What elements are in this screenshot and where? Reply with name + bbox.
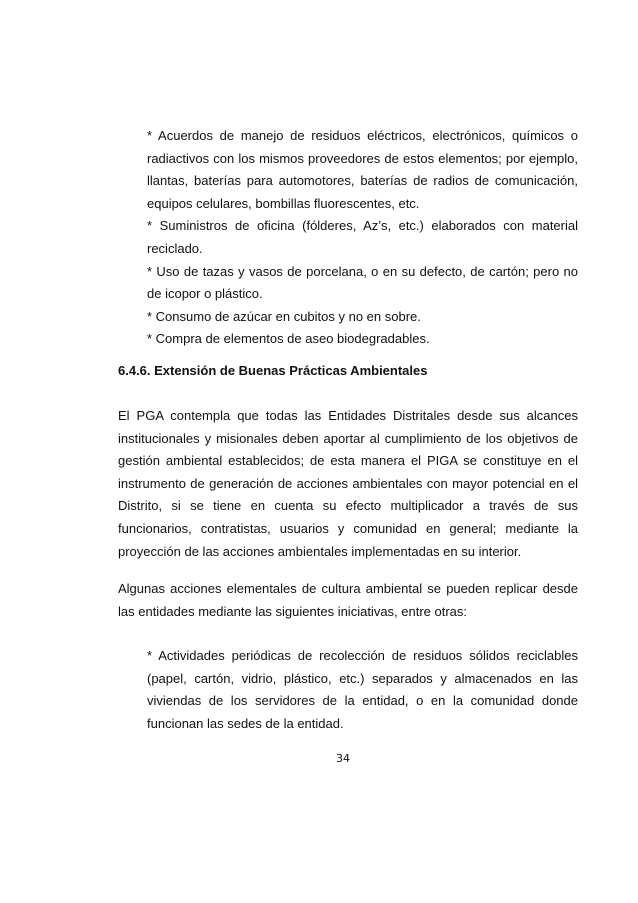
list-item: * Consumo de azúcar en cubitos y no en sobre.	[147, 308, 421, 324]
body-paragraph	[118, 405, 578, 563]
paragraph-text: Algunas acciones elementales de cultura ambiental se pueden replicar desde las entidades mediante las siguientes iniciativas, entre otras:	[118, 581, 578, 619]
list-item: * Compra de elementos de aseo biodegradables.	[147, 331, 430, 347]
paragraph-text: El PGA contempla que todas las Entidades Distritales desde sus alcances institucionales y misionales deben aportar al cumplimiento de los objetivos de gestión ambiental establecidos; de esta manera el PIGA se constituye en el instrumento de generación de acciones ambientales con mayor potencial en el Distrito, si se tiene en cuenta su efecto multiplicador a través de sus funcionarios, contratistas, usuarios y comunidad en general; mediante la proyección de las acciones ambientales implementadas en su interior.	[118, 408, 578, 559]
page-number: 34	[336, 752, 350, 765]
list-item: * Uso de tazas y vasos de porcelana, o en su defecto, de cartón; pero no de icopor o plástico.	[147, 263, 578, 302]
bullet-list-bottom	[147, 645, 578, 735]
bullet-list-top	[147, 125, 578, 351]
section-heading: 6.4.6. Extensión de Buenas Prácticas Ambientales	[118, 363, 428, 378]
list-item: * Actividades periódicas de recolección de residuos sólidos reciclables (papel, cartón, vidrio, plástico, etc.) separados y almacenados en las viviendas de los servidores de la entidad, o en la comunidad donde funcionan las sedes de la entidad.	[147, 648, 578, 731]
list-item: * Suministros de oficina (fólderes, Az’s, etc.) elaborados con material reciclado.	[147, 218, 578, 256]
body-paragraph	[118, 578, 578, 623]
list-item: * Acuerdos de manejo de residuos eléctricos, electrónicos, químicos o radiactivos con los mismos proveedores de estos elementos; por ejemplo, llantas, baterías para automotores, baterías de radios de comunicación, equipos celulares, bombillas fluorescentes, etc.	[147, 128, 578, 211]
